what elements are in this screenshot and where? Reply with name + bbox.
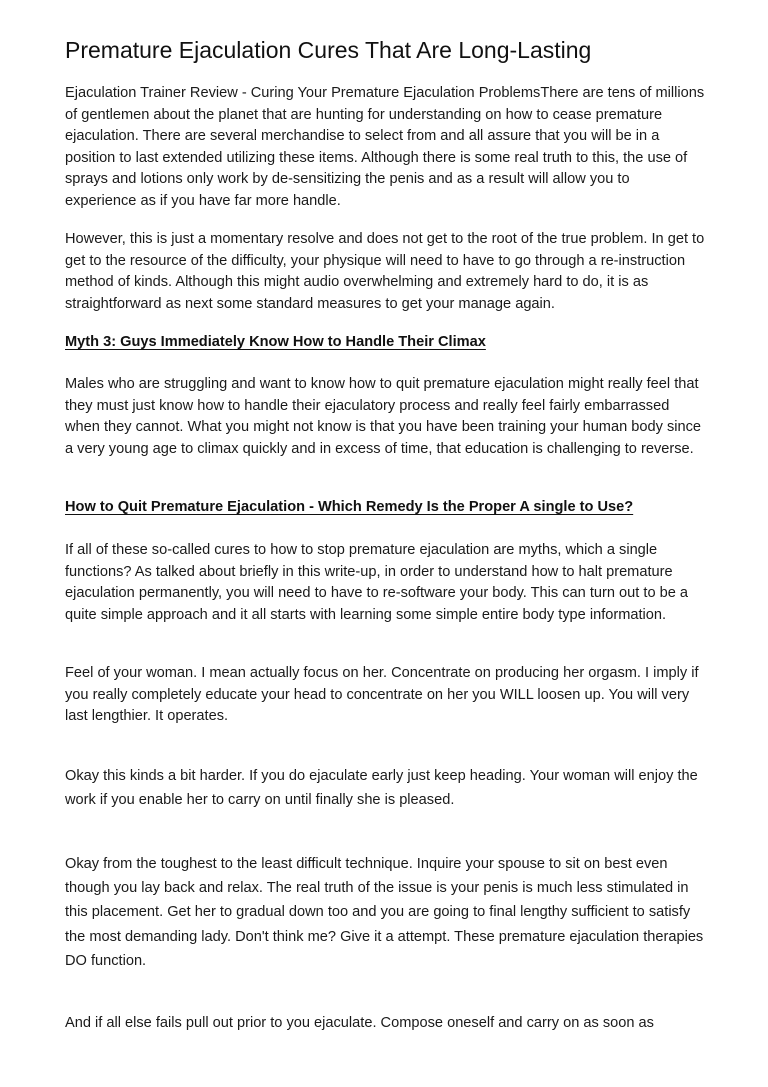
paragraph-males-struggling: Males who are struggling and want to know how to quit premature ejaculation might really feel that they must just know how to handle their ejaculatory process and really feel fairly embarrassed when they cannot. What you might not know is that you have been training your human body since a very young age to climax quickly and in excess of time, that education is challenging to reverse. <box>65 376 702 457</box>
heading-myth-3: Myth 3: Guys Immediately Know How to Handle Their Climax <box>65 334 486 350</box>
paragraph-feel-of-your-woman: Feel of your woman. I mean actually focus on her. Concentrate on producing her orgasm. I imply if you really completely educate your head to concentrate on her you WILL loosen up. You will very last lengthier. It operates. <box>65 665 699 725</box>
paragraph-intro: Ejaculation Trainer Review - Curing Your Premature Ejaculation ProblemsThere are tens of millions of gentlemen about the planet that are hunting for understanding on how to cease premature ejaculation. There are several merchandise to select from and all assure that you will be in a position to last extended utilizing these items. Although there is some real truth to this, the use of sprays and lotions only work by de-sensitizing the penis and as a result will allow you to experience as if you have far more handle. <box>65 85 705 209</box>
paragraph-least-difficult-technique: Okay from the toughest to the least difficult technique. Inquire your spouse to sit on best even though you lay back and relax. The real truth of the issue is your penis is much less stimulated in this placement. Get her to gradual down too and you are going to final lengthy sufficient to satisfy the most demanding lady. Don't think me? Give it a attempt. These premature ejaculation therapies DO function. <box>65 856 704 969</box>
paragraph-so-called-cures: If all of these so-called cures to how to stop premature ejaculation are myths, which a single functions? As talked about briefly in this write-up, in order to understand how to halt premature ejaculation permanently, you will need to have to re-software your body. This can turn out to be a quite simple approach and it all starts with learning some simple entire body type information. <box>65 542 689 623</box>
heading-which-remedy: How to Quit Premature Ejaculation - Which Remedy Is the Proper A single to Use? <box>65 499 634 515</box>
paragraph-keep-heading: Okay this kinds a bit harder. If you do ejaculate early just keep heading. Your woman will enjoy the work if you enable her to carry on until finally she is pleased. <box>65 768 698 809</box>
paragraph-momentary-resolve: However, this is just a momentary resolve and does not get to the root of the true problem. In get to get to the resource of the difficulty, your physique will need to have to go through a re-instruction method of kinds. Although this might audio overwhelming and extremely hard to do, it is as straightforward as next some standard measures to get your manage again. <box>65 231 705 312</box>
paragraph-pull-out: And if all else fails pull out prior to you ejaculate. Compose oneself and carry on as soon as <box>65 1015 654 1031</box>
document-title: Premature Ejaculation Cures That Are Long-Lasting <box>65 37 592 63</box>
